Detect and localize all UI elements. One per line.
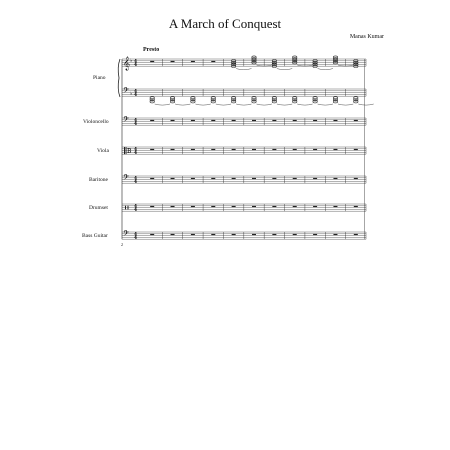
tie (358, 104, 373, 105)
bass-clef: 𝄢 (123, 116, 129, 126)
whole-rest (313, 120, 317, 121)
whole-rest (272, 206, 276, 207)
time-signature-numerator: 4 (134, 232, 138, 238)
whole-rest (313, 178, 317, 179)
bass-clef: 𝄢 (123, 230, 129, 240)
whole-rest (171, 120, 175, 121)
tie (216, 104, 231, 105)
whole-rest (191, 178, 195, 179)
tie (318, 104, 333, 105)
whole-rest (272, 120, 276, 121)
whole-rest (150, 206, 154, 207)
whole-rest (293, 149, 297, 150)
score-title: A March of Conquest (168, 16, 282, 31)
instrument-label-piano: Piano (93, 75, 106, 81)
tie (318, 69, 333, 70)
whole-rest (232, 234, 236, 235)
time-signature-denominator: 4 (134, 208, 138, 214)
whole-rest (333, 206, 337, 207)
whole-rest (211, 149, 215, 150)
whole-rest (191, 206, 195, 207)
instrument-label-viola: Viola (97, 148, 109, 154)
key-signature-flat: ♭ (130, 58, 133, 64)
whole-note (170, 100, 174, 103)
percussion-clef (125, 206, 126, 210)
whole-rest (252, 149, 256, 150)
whole-rest (211, 120, 215, 121)
whole-rest (232, 149, 236, 150)
percussion-clef (128, 206, 129, 210)
time-signature-numerator: 4 (134, 176, 138, 182)
whole-rest (191, 61, 195, 62)
whole-rest (191, 120, 195, 121)
instrument-label-bass-guitar: Bass Guitar (82, 233, 108, 239)
whole-rest (354, 206, 358, 207)
whole-rest (150, 120, 154, 121)
whole-rest (293, 120, 297, 121)
whole-rest (333, 120, 337, 121)
whole-note (293, 100, 297, 103)
whole-rest (211, 206, 215, 207)
whole-rest (333, 178, 337, 179)
tie (155, 104, 170, 105)
whole-rest (150, 149, 154, 150)
tie (195, 104, 210, 105)
tempo-marking: Presto (143, 47, 160, 53)
tie (277, 104, 292, 105)
whole-rest (313, 149, 317, 150)
whole-rest (313, 234, 317, 235)
whole-rest (354, 234, 358, 235)
whole-rest (191, 149, 195, 150)
whole-rest (171, 178, 175, 179)
whole-rest (272, 178, 276, 179)
whole-rest (191, 234, 195, 235)
time-signature-numerator: 4 (134, 147, 138, 153)
whole-rest (252, 206, 256, 207)
composer-name: Manas Kumar (349, 34, 384, 40)
tie (257, 104, 272, 105)
whole-rest (252, 234, 256, 235)
whole-rest (171, 234, 175, 235)
whole-rest (354, 149, 358, 150)
whole-rest (171, 149, 175, 150)
whole-rest (252, 178, 256, 179)
whole-note (354, 100, 358, 103)
whole-rest (150, 234, 154, 235)
whole-rest (150, 61, 154, 62)
piano-brace (118, 59, 120, 97)
key-signature-flat: ♭ (130, 91, 133, 97)
alto-clef: B (127, 148, 132, 155)
tie (277, 69, 292, 70)
whole-rest (232, 178, 236, 179)
bass-clef: 𝄢 (123, 87, 129, 97)
tie (236, 104, 251, 105)
whole-rest (354, 120, 358, 121)
instrument-label-violoncello: Violoncello (83, 119, 109, 125)
tie (236, 69, 251, 70)
whole-rest (293, 206, 297, 207)
whole-rest (293, 178, 297, 179)
whole-note (231, 100, 235, 103)
whole-rest (252, 120, 256, 121)
whole-note (272, 100, 276, 103)
whole-rest (150, 178, 154, 179)
whole-rest (232, 120, 236, 121)
whole-rest (211, 234, 215, 235)
tie (175, 104, 190, 105)
time-signature-denominator: 4 (134, 93, 138, 99)
time-signature-numerator: 4 (134, 118, 138, 124)
whole-rest (171, 206, 175, 207)
whole-note (150, 100, 154, 103)
whole-note (211, 100, 215, 103)
instrument-label-drumset: Drumset (89, 205, 108, 211)
whole-rest (272, 234, 276, 235)
whole-rest (293, 234, 297, 235)
time-signature-denominator: 4 (134, 122, 138, 128)
tie (338, 104, 353, 105)
alto-clef (124, 147, 125, 154)
instrument-label-baritone: Baritone (89, 177, 108, 183)
tie (297, 104, 312, 105)
bass-clef: 𝄢 (123, 174, 129, 184)
whole-rest (333, 149, 337, 150)
whole-rest (232, 206, 236, 207)
whole-note (191, 100, 195, 103)
time-signature-denominator: 4 (134, 236, 138, 242)
whole-note (333, 100, 337, 103)
time-signature-denominator: 4 (134, 151, 138, 157)
time-signature-numerator: 4 (134, 89, 138, 95)
whole-note (252, 100, 256, 103)
whole-rest (171, 61, 175, 62)
whole-rest (354, 178, 358, 179)
page-number: 2 (121, 242, 123, 247)
time-signature-numerator: 4 (134, 59, 138, 65)
time-signature-numerator: 4 (134, 204, 138, 210)
whole-rest (211, 61, 215, 62)
treble-clef: 𝄞 (123, 56, 131, 70)
whole-rest (313, 206, 317, 207)
whole-rest (272, 149, 276, 150)
whole-note (313, 100, 317, 103)
whole-rest (211, 178, 215, 179)
time-signature-denominator: 4 (134, 180, 138, 186)
time-signature-denominator: 4 (134, 63, 138, 69)
whole-rest (333, 234, 337, 235)
